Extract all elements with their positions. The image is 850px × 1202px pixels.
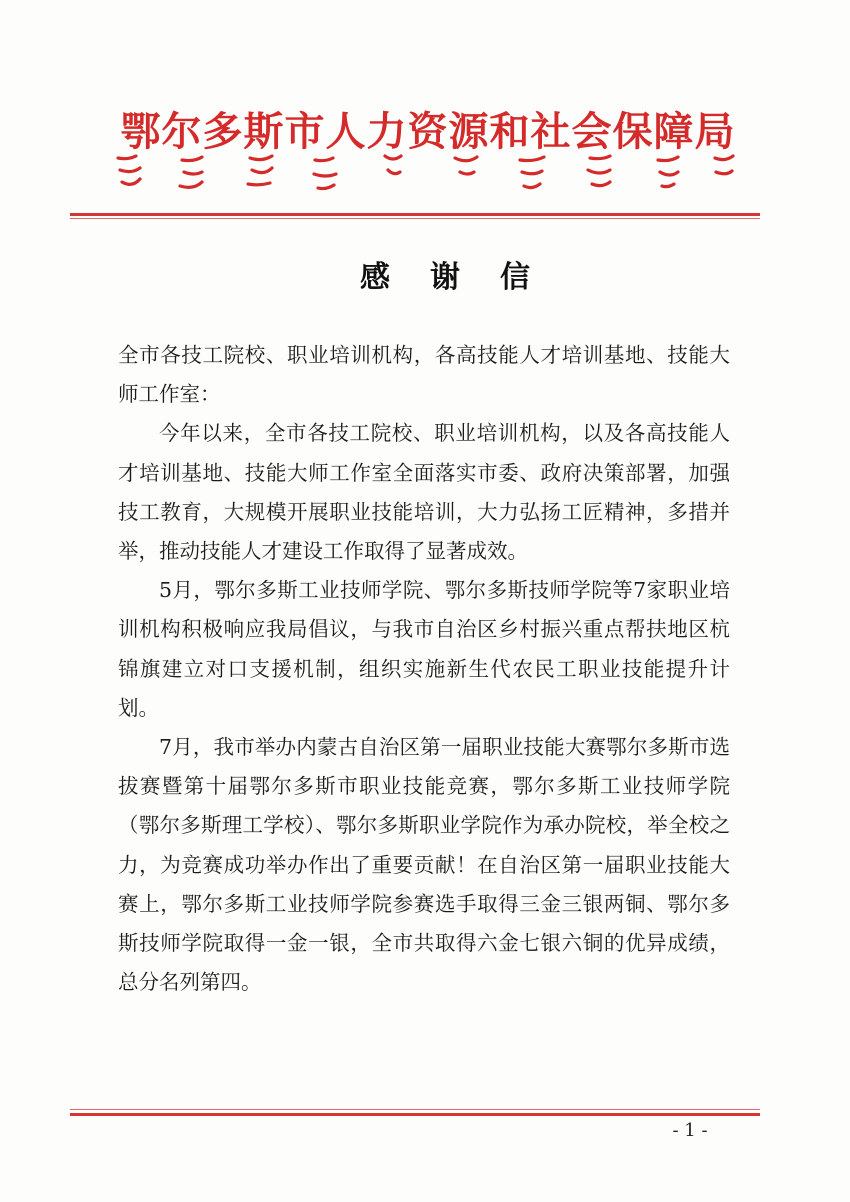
letterhead-divider-top-thin [70,218,760,219]
letter-body [118,336,730,1002]
letterhead-divider-top [70,213,760,216]
footer-divider [70,1113,760,1116]
letter-paragraph: 7月，我市举办内蒙古自治区第一届职业技能大赛鄂尔多斯市选拔赛暨第十届鄂尔多斯市职业技能竞赛，鄂尔多斯工业技师学院（鄂尔多斯理工学校）、鄂尔多斯职业学院作为承办院校，举全校之力，为竞赛成功举办作出了重要贡献！在自治区第一届职业技能大赛上，鄂尔多斯工业技师学院参赛选手取得三金三银两铜、鄂尔多斯技师学院取得一金一银，全市共取得六金七银六铜的优异成绩，总分名列第四。 [118,735,730,995]
footer-divider-thin [70,1109,760,1110]
letter-paragraph: 今年以来，全市各技工院校、职业培训机构，以及各高技能人才培训基地、技能大师工作室全面落实市委、政府决策部署，加强技工教育，大规模开展职业技能培训，大力弘扬工匠精神，多措并举，推动技能人才建设工作取得了显著成效。 [118,421,730,564]
letter-title: 感谢信 [360,260,570,295]
agency-letterhead-title: 鄂尔多斯市人力资源和社会保障局 [120,108,736,155]
letter-paragraph: 5月，鄂尔多斯工业技师学院、鄂尔多斯技师学院等7家职业培训机构积极响应我局倡议，与我市自治区乡村振兴重点帮扶地区杭锦旗建立对口支援机制，组织实施新生代农民工职业技能提升计划。 [118,578,730,720]
page-number: - 1 - [672,1120,708,1141]
mongolian-script-letterhead [110,152,750,196]
letter-salutation: 全市各技工院校、职业培训机构，各高技能人才培训基地、技能大师工作室： [118,343,730,407]
